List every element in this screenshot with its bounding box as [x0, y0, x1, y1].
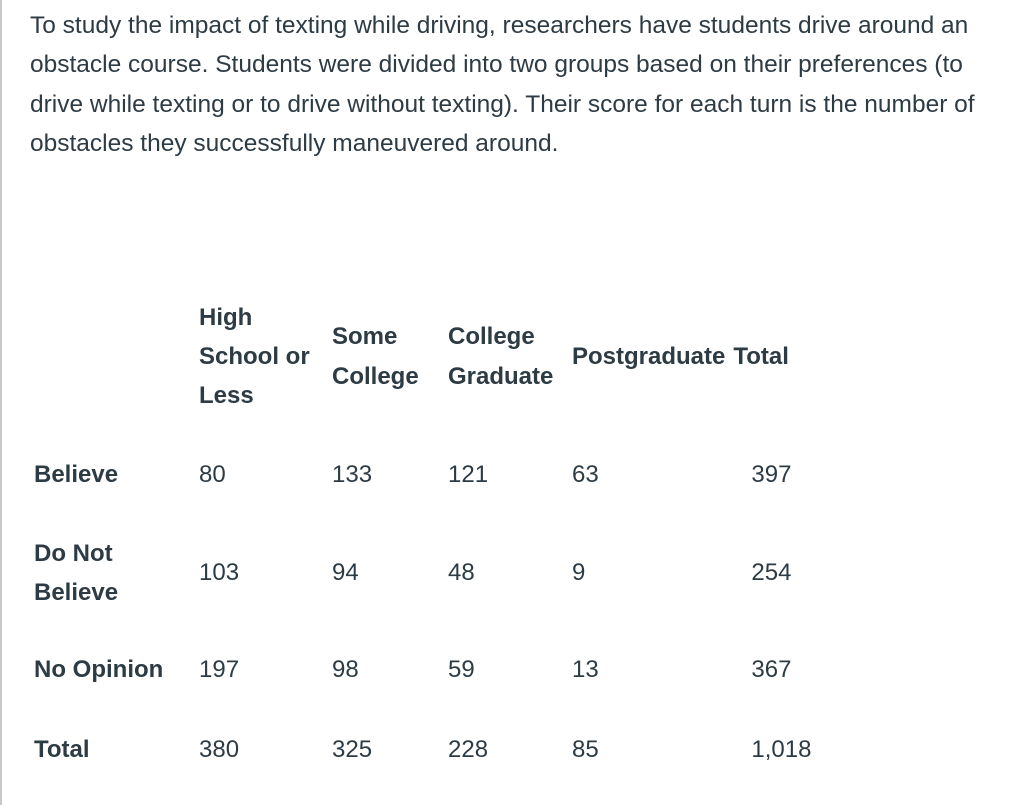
header-college-graduate-line-2: Graduate	[448, 362, 554, 390]
cell-believe-college-graduate: 121	[448, 460, 489, 488]
header-college-graduate	[438, 296, 562, 417]
header-some-college-line-1: Some	[332, 323, 398, 351]
table-row-do-not-believe	[24, 532, 821, 614]
cell-believe-high-school: 80	[199, 460, 226, 488]
cell-believe-total: 397	[751, 460, 792, 488]
intro-paragraph: To study the impact of texting while driving, researchers have students drive around an obstacle course. Students were divided into two groups based on their preferences (to drive while texting or to drive without texting). Their score for each turn is the number of obstacles they successfully maneuvered around.	[30, 12, 975, 157]
header-high-school-line-1: High	[199, 303, 253, 331]
cell-total-postgraduate: 85	[572, 736, 599, 764]
contingency-table	[24, 296, 821, 774]
cell-no-opinion-total: 367	[751, 656, 792, 684]
cell-total-college-graduate: 228	[448, 736, 489, 764]
table-row-believe	[24, 417, 821, 532]
cell-do-not-believe-some-college: 94	[332, 559, 359, 587]
cell-believe-postgraduate: 63	[572, 460, 599, 488]
header-total: Total	[733, 342, 789, 370]
header-college-graduate-line-1: College	[448, 323, 535, 351]
header-corner	[24, 296, 189, 417]
cell-believe-some-college: 133	[332, 460, 373, 488]
header-postgraduate: Postgraduate	[572, 342, 726, 370]
row-label-believe: Believe	[34, 460, 119, 488]
table-row-total	[24, 726, 821, 774]
cell-no-opinion-college-graduate: 59	[448, 656, 475, 684]
row-label-do-not-believe-line-2: Believe	[34, 579, 119, 606]
cell-total-high-school: 380	[199, 736, 240, 764]
row-label-do-not-believe	[24, 532, 189, 614]
header-high-school-or-less	[189, 296, 322, 417]
header-some-college	[322, 296, 438, 417]
table-row-no-opinion	[24, 614, 821, 726]
cell-grand-total: 1,018	[751, 736, 812, 764]
cell-no-opinion-postgraduate: 13	[572, 656, 599, 684]
cell-no-opinion-high-school: 197	[199, 656, 240, 684]
header-high-school-line-3: Less	[199, 382, 254, 410]
cell-total-some-college: 325	[332, 736, 373, 764]
row-label-do-not-believe-line-1: Do Not	[34, 539, 113, 567]
cell-do-not-believe-high-school: 103	[199, 559, 240, 587]
cell-do-not-believe-total: 254	[751, 559, 792, 587]
header-some-college-line-2: College	[332, 362, 419, 390]
cell-do-not-believe-college-graduate: 48	[448, 559, 475, 587]
row-label-no-opinion: No Opinion	[34, 656, 164, 684]
header-high-school-line-2: School or	[199, 342, 310, 370]
cell-do-not-believe-postgraduate: 9	[572, 559, 586, 587]
table-header-row	[24, 296, 821, 417]
cell-no-opinion-some-college: 98	[332, 656, 359, 684]
row-label-total: Total	[34, 736, 90, 764]
